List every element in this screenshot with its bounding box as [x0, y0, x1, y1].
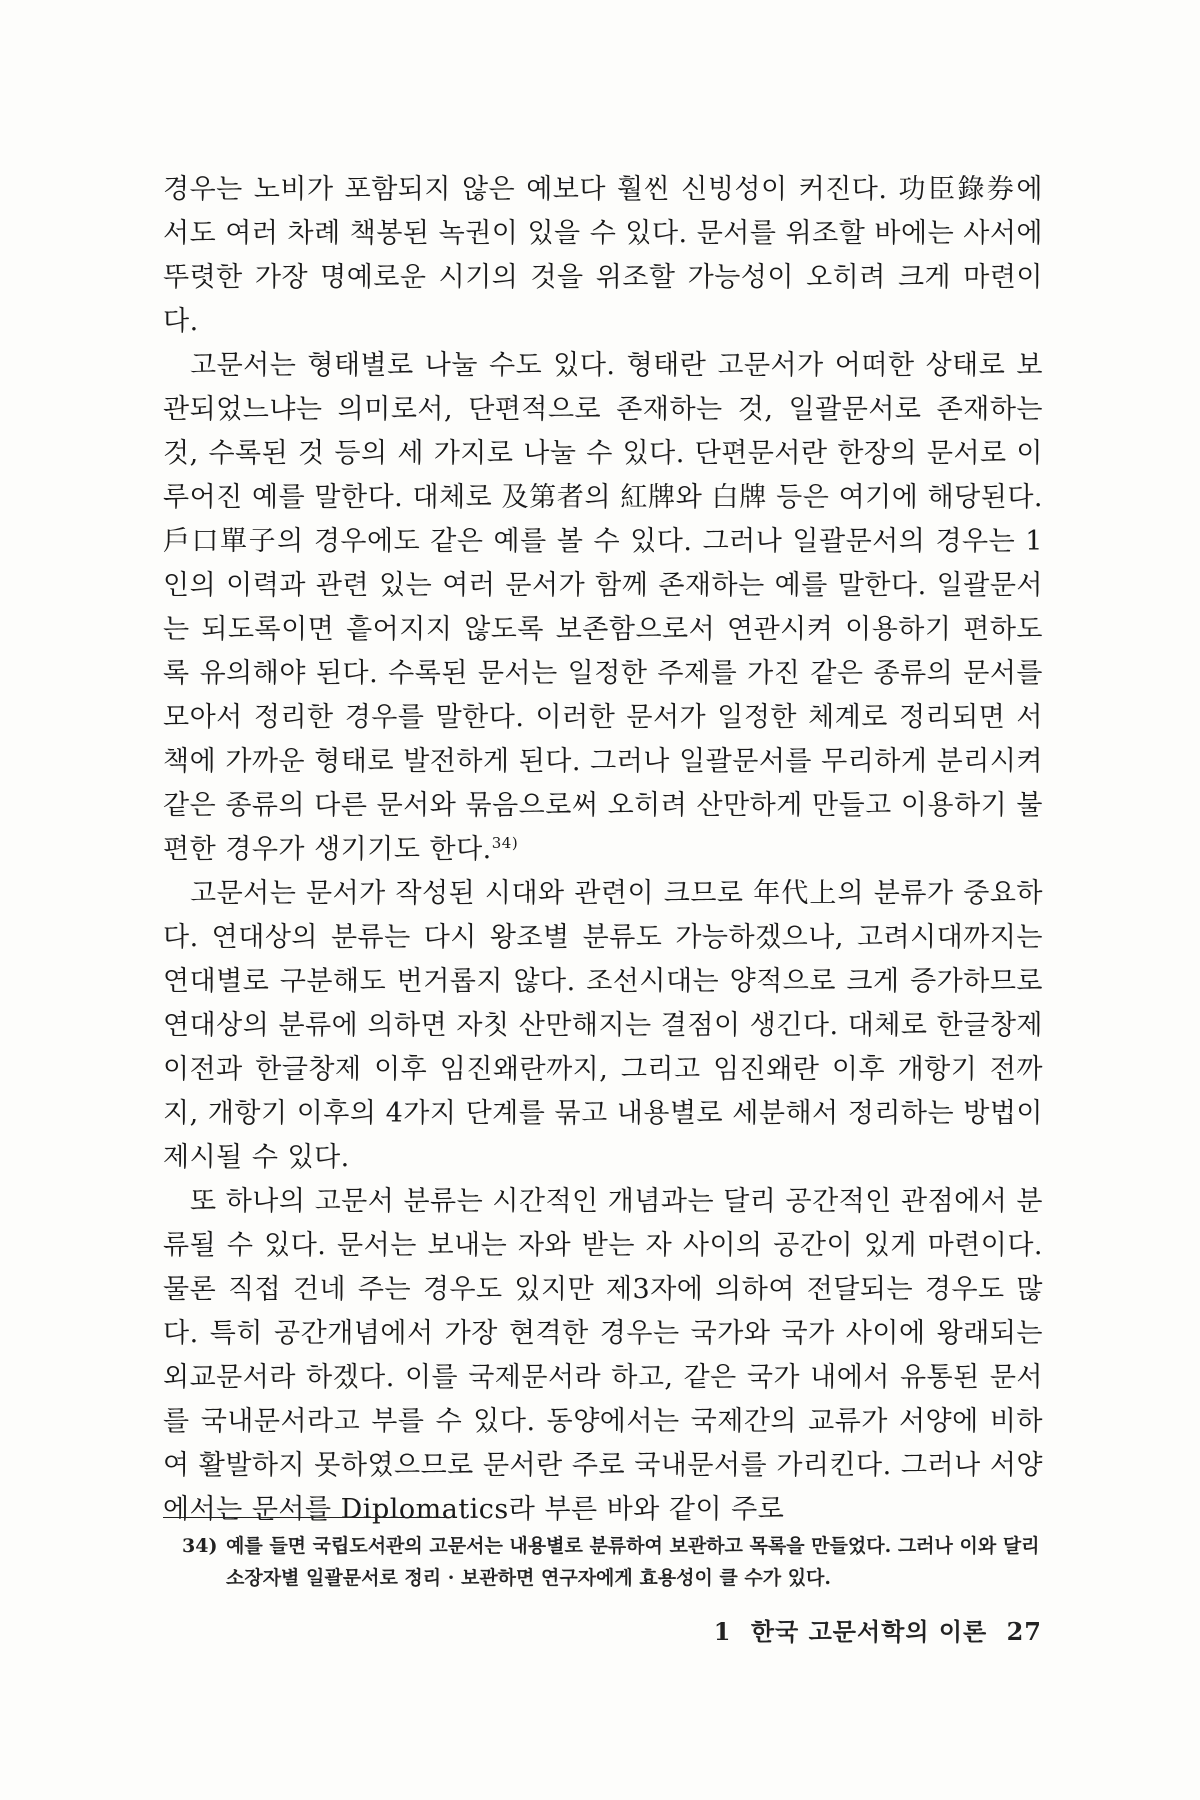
paragraph-4-text: 또 하나의 고문서 분류는 시간적인 개념과는 달리 공간적인 관점에서 분류될 수 있다. 문서는 보내는 자와 받는 자 사이의 공간이 있게 마련이다. 물론 직접 건네 주는 경우도 있지만 제3자에 의하여 전달되는 경우도 많다. 특히 공간개념에서 가장 현격한 경우는 국가와 국가 사이에 왕래되는 외교문서라 하겠다. 이를 국제문서라 하고, 같은 국가 내에서 유통된 문서를 국내문서라고 부를 수 있다. 동양에서는 국제간의 교류가 서양에 비하여 활발하지 못하였으므로 문서란 주로 국내문서를 가리킨다. 그러나 서양에서는 문서를 Diplomatics라 부른 바와 같이 주로	[163, 1186, 1043, 1525]
footer-chapter-title: 한국 고문서학의 이론	[750, 1617, 988, 1646]
paragraph-1	[163, 168, 1043, 344]
paragraph-3-text: 고문서는 문서가 작성된 시대와 관련이 크므로 年代上의 분류가 중요하다. 연대상의 분류는 다시 왕조별 분류도 가능하겠으나, 고려시대까지는 연대별로 구분해도 번거롭지 않다. 조선시대는 양적으로 크게 증가하므로 연대상의 분류에 의하면 자칫 산만해지는 결점이 생긴다. 대체로 한글창제 이전과 한글창제 이후 임진왜란까지, 그리고 임진왜란 이후 개항기 전까지, 개항기 이후의 4가지 단계를 묶고 내용별로 세분해서 정리하는 방법이 제시될 수 있다.	[163, 878, 1043, 1173]
paragraph-2	[163, 344, 1043, 872]
footnote-number: 34)	[182, 1535, 218, 1557]
footnote-text: 예를 들면 국립도서관의 고문서는 내용별로 분류하여 보관하고 목록을 만들었다. 그러나 이와 달리 소장자별 일괄문서로 정리 · 보관하면 연구자에게 효용성이 클 수가 있다.	[226, 1535, 1040, 1589]
footnote-ref-34[interactable]: 34)	[491, 834, 519, 852]
footer-chapter-number: 1	[713, 1617, 732, 1646]
footnote-34	[182, 1530, 1042, 1594]
paragraph-1-text: 경우는 노비가 포함되지 않은 예보다 훨씬 신빙성이 커진다. 功臣錄券에서도 여러 차례 책봉된 녹권이 있을 수 있다. 문서를 위조할 바에는 사서에 뚜렷한 가장 명예로운 시기의 것을 위조할 가능성이 오히려 크게 마련이다.	[163, 174, 1043, 337]
footnotes	[182, 1530, 1042, 1594]
paragraph-3	[163, 872, 1043, 1180]
paragraph-4	[163, 1180, 1043, 1532]
page-number: 27	[1006, 1617, 1042, 1646]
running-footer	[704, 1612, 1042, 1647]
paragraph-2-text: 고문서는 형태별로 나눌 수도 있다. 형태란 고문서가 어떠한 상태로 보관되었느냐는 의미로서, 단편적으로 존재하는 것, 일괄문서로 존재하는 것, 수록된 것 등의 세 가지로 나눌 수 있다. 단편문서란 한장의 문서로 이루어진 예를 말한다. 대체로 及第者의 紅牌와 白牌 등은 여기에 해당된다. 戶口單子의 경우에도 같은 예를 볼 수 있다. 그러나 일괄문서의 경우는 1인의 이력과 관련 있는 여러 문서가 함께 존재하는 예를 말한다. 일괄문서는 되도록이면 흩어지지 않도록 보존함으로서 연관시켜 이용하기 편하도록 유의해야 된다. 수록된 문서는 일정한 주제를 가진 같은 종류의 문서를 모아서 정리한 경우를 말한다. 이러한 문서가 일정한 체계로 정리되면 서책에 가까운 형태로 발전하게 된다. 그러나 일괄문서를 무리하게 분리시켜 같은 종류의 다른 문서와 묶음으로써 오히려 산만하게 만들고 이용하기 불편한 경우가 생기기도 한다.	[163, 350, 1043, 865]
body-text	[163, 168, 1043, 1532]
footnote-divider	[163, 1517, 445, 1518]
